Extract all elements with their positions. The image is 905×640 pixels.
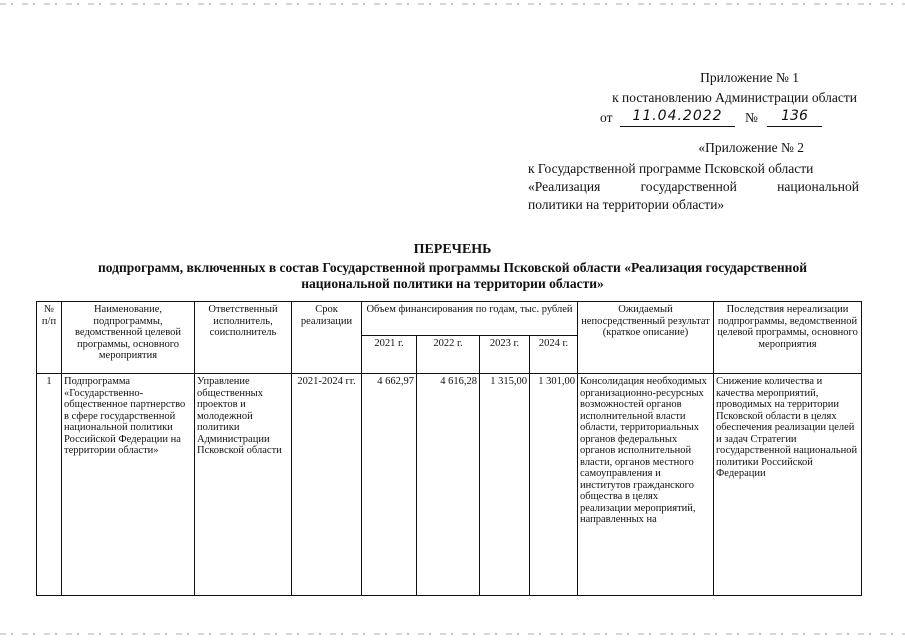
row-amount-2023: 1 315,00 (480, 374, 530, 596)
appendix-2-line-1: к Государственной программе Псковской области (528, 161, 814, 176)
header-name: Наименование, подпрограммы, ведомственной целевой программы, основного мероприятия (62, 302, 195, 374)
header-year: 2023 г. (480, 336, 530, 374)
header-num: № п/п (37, 302, 62, 374)
scan-top-edge (0, 3, 905, 5)
appendix-1-title: Приложение № 1 (700, 70, 799, 85)
scan-bottom-edge (0, 633, 905, 635)
header-consequences: Последствия нереализации подпрограммы, ведомственной целевой программы, основного мероприятия (714, 302, 862, 374)
handwritten-date: 11.04.2022 (620, 106, 735, 127)
appendix-2-line-3: политики на территории области» (528, 197, 725, 212)
subtitle-line-1: подпрограмм, включенных в состав Государственной программы Псковской области «Реализация государственной (98, 260, 807, 275)
number-label: № (745, 110, 758, 125)
appendix-1-decree: к постановлению Администрации области (612, 90, 857, 105)
row-amount-2021: 4 662,97 (362, 374, 417, 596)
handwritten-number: 136 (767, 106, 822, 127)
table-header-row (37, 302, 862, 336)
appendix-2-word: государственной (640, 179, 737, 194)
row-executor: Управление общественных проектов и молодежной политики Администрации Псковской области (195, 374, 292, 596)
subtitle-line-2: национальной политики на территории области» (301, 276, 604, 291)
row-term: 2021-2024 гг. (292, 374, 362, 596)
document-subtitle (40, 260, 865, 292)
row-name: Подпрограмма «Государственно-общественное партнерство в сфере государственной национальной политики Российской Федерации на территории области» (62, 374, 195, 596)
row-amount-2024: 1 301,00 (530, 374, 578, 596)
row-consequences: Снижение количества и качества мероприятий, проводимых на территории Псковской области в целях обеспечения реализации целей и задач Стратегии государственной национальной политики Российской Федерации (714, 374, 862, 596)
appendix-1-date-line (527, 108, 857, 130)
appendix-2-title: «Приложение № 2 (698, 140, 804, 155)
appendix-2-word: национальной (777, 179, 859, 194)
appendix-2-word: «Реализация (528, 179, 601, 194)
row-num: 1 (37, 374, 62, 596)
document-title: ПЕРЕЧЕНЬ (413, 242, 492, 257)
subprogram-table (36, 301, 862, 596)
appendix-1-block (527, 68, 857, 130)
date-label: от (600, 110, 613, 125)
header-result: Ожидаемый непосредственный результат (краткое описание) (578, 302, 714, 374)
appendix-2-block (528, 139, 859, 214)
header-year: 2021 г. (362, 336, 417, 374)
header-term: Срок реализации (292, 302, 362, 374)
header-financing: Объем финансирования по годам, тыс. рублей (362, 302, 578, 336)
row-amount-2022: 4 616,28 (417, 374, 480, 596)
header-year: 2022 г. (417, 336, 480, 374)
table-row (37, 374, 862, 596)
appendix-2-line-2 (528, 178, 859, 196)
row-result: Консолидация необходимых организационно-ресурсных возможностей органов исполнительной власти области, территориальных органов федеральных органов исполнительной власти, органов местного самоуправления и институтов гражданского общества в целях реализации мероприятий, направленных на (578, 374, 714, 596)
header-year: 2024 г. (530, 336, 578, 374)
header-executor: Ответственный исполнитель, соисполнитель (195, 302, 292, 374)
